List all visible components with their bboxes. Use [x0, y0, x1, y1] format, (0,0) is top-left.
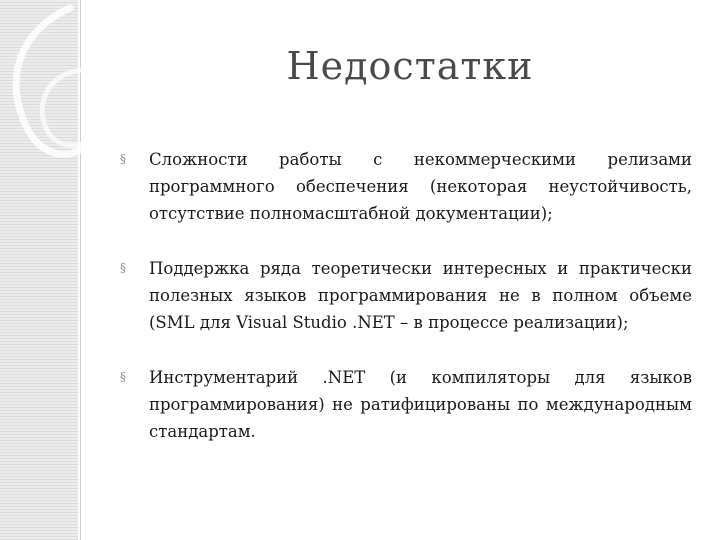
decorative-swirl-icon: [0, 0, 110, 200]
bullet-marker-icon: §: [120, 152, 126, 166]
bullet-list: [120, 146, 692, 445]
bullet-text: Инструментарий .NET (и компиляторы для языков программирования) не ратифицированы по международным стандартам.: [149, 368, 692, 441]
bullet-text: Сложности работы с некоммерческими релизами программного обеспечения (некоторая неустойчивость, отсутствие полномасштабной документации);: [149, 150, 692, 223]
bullet-item: [120, 146, 692, 227]
bullet-marker-icon: §: [120, 370, 126, 384]
bullet-marker-icon: §: [120, 261, 126, 275]
bullet-item: [120, 364, 692, 445]
slide-title: Недостатки: [286, 44, 534, 88]
bullet-item: [120, 255, 692, 336]
bullet-text: Поддержка ряда теоретически интересных и практически полезных языков программирования не в полном объеме (SML для Visual Studio .NET – в процессе реализации);: [149, 259, 692, 332]
